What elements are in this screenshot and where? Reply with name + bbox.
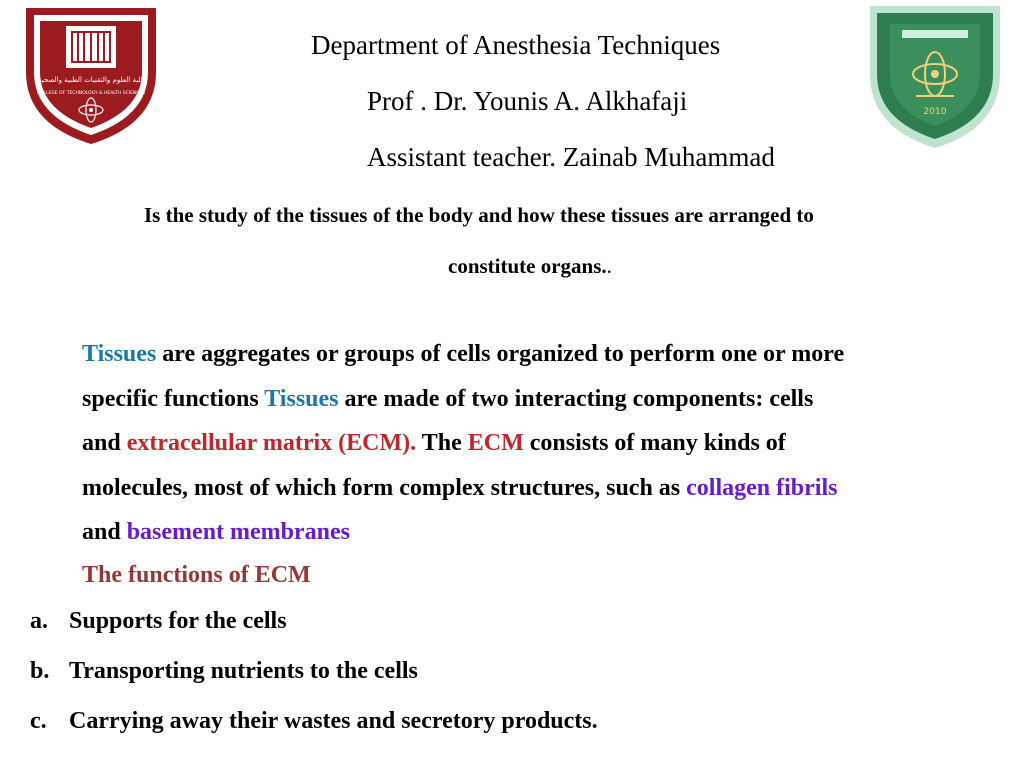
paragraph-line-3 [82, 421, 844, 466]
paragraph-line-2 [82, 377, 844, 422]
list-marker: c. [30, 708, 47, 734]
university-crest-logo [864, 2, 1006, 150]
term-extracellular-matrix: extracellular matrix (ECM). [126, 430, 417, 456]
department-title: Department of Anesthesia Techniques [311, 30, 721, 60]
term-collagen-fibrils: collagen fibrils [686, 474, 838, 501]
list-item [30, 704, 598, 754]
paragraph-line-1 [82, 332, 844, 377]
functions-title: The functions of ECM [82, 562, 311, 588]
term-tissues: Tissues [82, 341, 157, 367]
list-item-text: Carrying away their wastes and secretory products. [69, 708, 598, 734]
assistant-name: Assistant teacher. Zainab Muhammad [367, 142, 775, 172]
list-marker: b. [30, 658, 50, 684]
paragraph-text: and [82, 430, 127, 456]
paragraph-text: The [416, 430, 468, 456]
paragraph-text: specific functions [82, 385, 265, 412]
intro-line-1: Is the study of the tissues of the body and how these tissues are arranged to [144, 203, 814, 227]
list-item-text: Transporting nutrients to the cells [69, 658, 418, 684]
svg-text:2010: 2010 [923, 107, 947, 117]
paragraph-text: consists of many kinds of [523, 430, 786, 456]
intro-line-2 [448, 254, 612, 279]
svg-text:كلية العلوم والتقنيات الطبية و: كلية العلوم والتقنيات الطبية والصحية [38, 76, 144, 84]
paragraph-text: are made of two interacting components: cells [338, 385, 814, 412]
college-crest-logo [18, 2, 164, 146]
paragraph-text: are aggregates or groups of cells organized to perform one or more [156, 341, 845, 367]
list-marker: a. [30, 608, 48, 634]
professor-name: Prof . Dr. Younis A. Alkhafaji [367, 86, 688, 116]
paragraph-text: molecules, most of which form complex structures, such as [82, 474, 687, 501]
term-basement-membranes: basement membranes [126, 519, 351, 545]
list-item [30, 604, 598, 654]
intro-line-2-tail: . [606, 254, 612, 278]
term-tissues: Tissues [264, 385, 339, 412]
list-item-text: Supports for the cells [69, 608, 287, 634]
intro-line-2-text: constitute organs. [448, 254, 607, 278]
list-item [30, 654, 598, 704]
tissues-paragraph [82, 332, 844, 555]
paragraph-line-4 [82, 466, 844, 511]
functions-list [30, 604, 598, 754]
paragraph-text: and [82, 519, 127, 545]
paragraph-line-5 [82, 510, 844, 555]
svg-text:COLLEGE OF TECHNOLOGY & HEALTH: COLLEGE OF TECHNOLOGY & HEALTH SCIENCES [36, 91, 146, 96]
term-ecm: ECM [467, 430, 524, 456]
